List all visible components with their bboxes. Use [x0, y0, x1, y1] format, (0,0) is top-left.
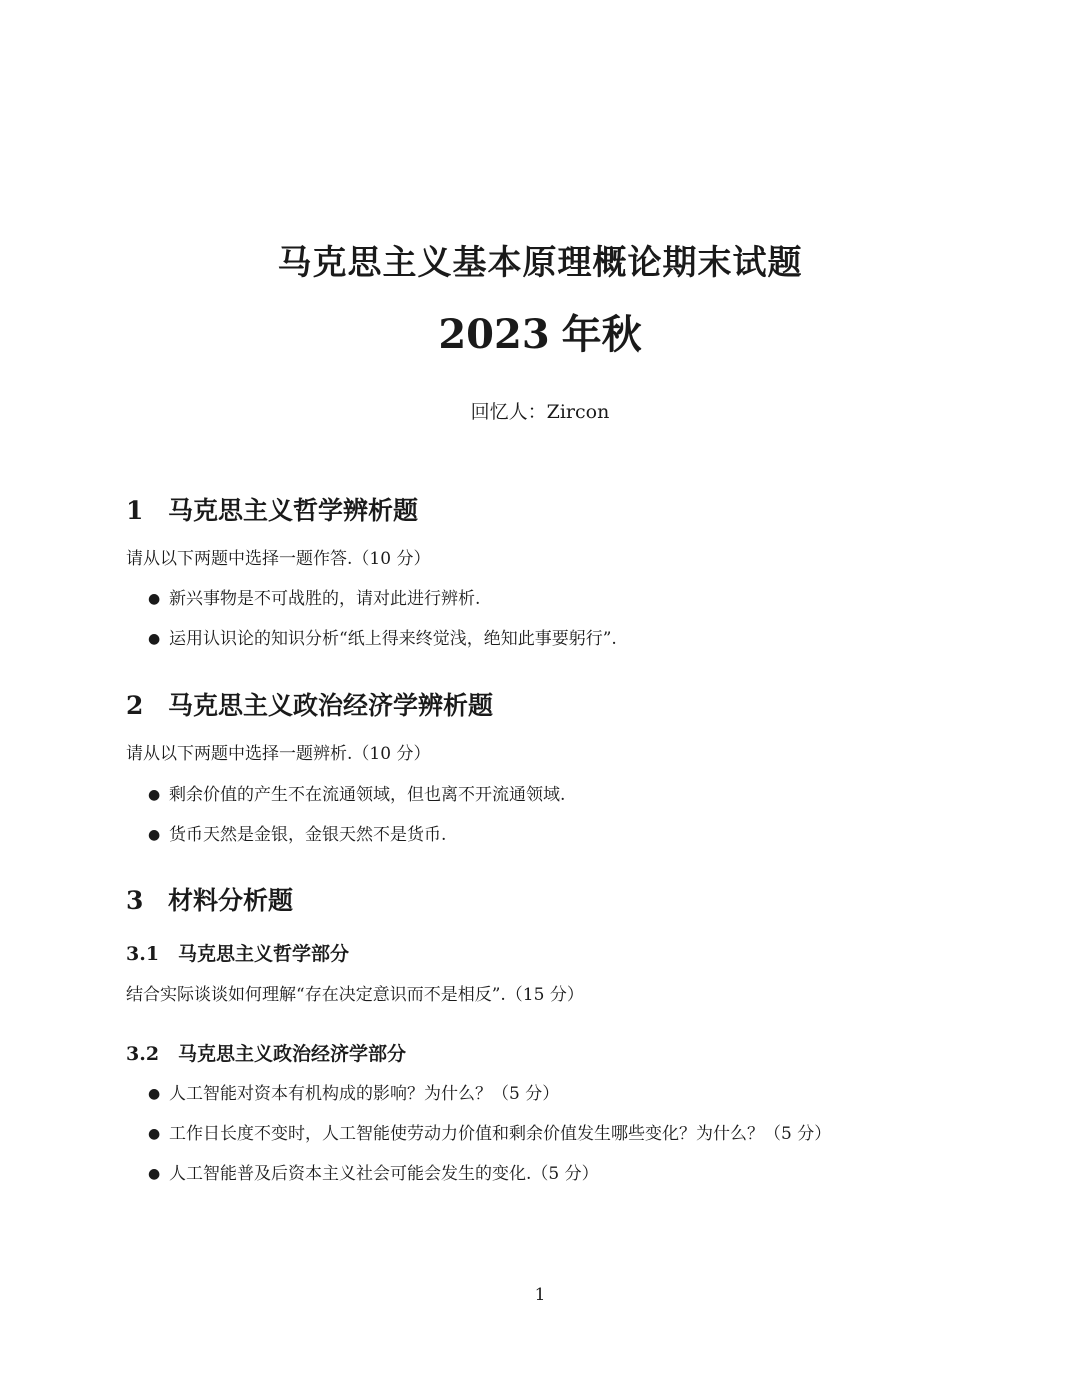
bullet-icon: ● [148, 787, 161, 803]
author-line: 回忆人：Zircon [470, 401, 610, 423]
section-heading [126, 884, 293, 918]
list-item [148, 587, 480, 611]
section-intro: 请从以下两题中选择一题辨析.（10 分） [126, 744, 431, 764]
section-intro: 请从以下两题中选择一题作答.（10 分） [126, 549, 431, 569]
page-number: 1 [534, 1285, 546, 1305]
list-item-text: 新兴事物是不可战胜的，请对此进行辨析. [169, 589, 481, 609]
subsection-number: 3.1 [126, 943, 160, 965]
subsection-title: 马克思主义政治经济学部分 [178, 1043, 407, 1065]
list-item-text: 剩余价值的产生不在流通领域，但也离不开流通领域. [169, 785, 566, 805]
subtitle-season: 年秋 [561, 312, 642, 358]
list-item-text: 人工智能对资本有机构成的影响？为什么？（5 分） [169, 1084, 560, 1104]
list-item [148, 1082, 559, 1106]
subtitle-year: 2023 [438, 311, 550, 358]
section-title: 马克思主义政治经济学辨析题 [168, 691, 494, 720]
section-title: 材料分析题 [168, 886, 294, 915]
bullet-icon: ● [148, 631, 161, 647]
list-item-text: 工作日长度不变时，人工智能使劳动力价值和剩余价值发生哪些变化？为什么？（5 分） [169, 1124, 832, 1144]
subsection-heading [126, 1041, 406, 1067]
document-subtitle [0, 310, 1080, 360]
bullet-icon: ● [148, 591, 161, 607]
section-number: 3 [126, 886, 144, 915]
subsection-title: 马克思主义哲学部分 [178, 943, 350, 965]
list-item-text: 货币天然是金银，金银天然不是货币. [169, 825, 447, 845]
section-number: 1 [126, 496, 144, 525]
list-item [148, 783, 565, 807]
section-number: 2 [126, 691, 144, 720]
list-item [148, 823, 446, 847]
bullet-icon: ● [148, 827, 161, 843]
subsection-number: 3.2 [126, 1043, 160, 1065]
subsection-heading [126, 941, 349, 967]
list-item [148, 1162, 599, 1186]
list-item [148, 627, 617, 651]
bullet-icon: ● [148, 1166, 161, 1182]
bullet-icon: ● [148, 1126, 161, 1142]
section-heading [126, 494, 418, 528]
section-heading [126, 689, 493, 723]
list-item-text: 运用认识论的知识分析“纸上得来终觉浅，绝知此事要躬行”. [169, 629, 617, 649]
bullet-icon: ● [148, 1086, 161, 1102]
document-title: 马克思主义基本原理概论期末试题 [277, 243, 803, 283]
list-item [148, 1122, 831, 1146]
subsection-text: 结合实际谈谈如何理解“存在决定意识而不是相反”.（15 分） [126, 985, 584, 1005]
list-item-text: 人工智能普及后资本主义社会可能会发生的变化.（5 分） [169, 1164, 599, 1184]
section-title: 马克思主义哲学辨析题 [168, 496, 419, 525]
